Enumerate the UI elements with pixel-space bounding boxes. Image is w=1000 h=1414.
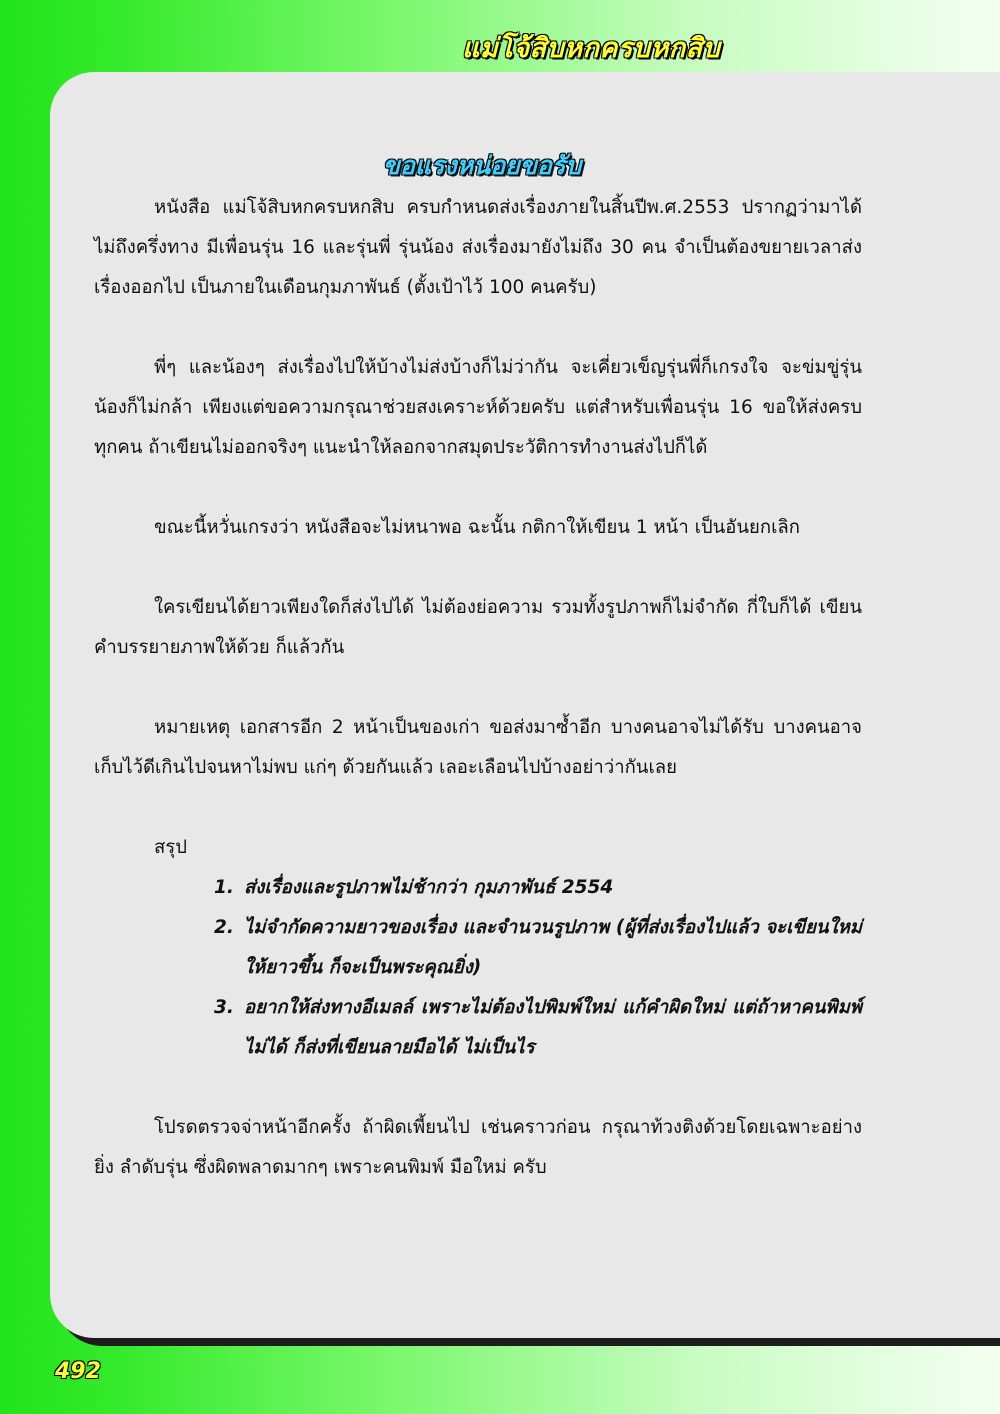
- paragraph-closing: โปรดตรวจจ่าหน้าอีกครั้ง ถ้าผิดเพี้ยนไป เช่นคราวก่อน กรุณาท้วงติงด้วยโดยเฉพาะอย่างยิ่ง ลำดับรุ่น ซึ่งผิดพลาดมากๆ เพราะคนพิมพ์ มือใหม่ ครับ: [94, 1117, 862, 1178]
- summary-list: [94, 868, 862, 1068]
- summary-item: [214, 868, 862, 908]
- header-title: แม่โจ้สิบหกครบหกสิบ: [462, 33, 721, 64]
- summary-item-number: 1.: [214, 877, 234, 898]
- paragraph-page-limit: ขณะนี้หวั่นเกรงว่า หนังสือจะไม่หนาพอ ฉะนั้น กติกาให้เขียน 1 หน้า เป็นอันยกเลิก: [154, 517, 800, 538]
- summary-item-text: อยากให้ส่งทางอีเมลล์ เพราะไม่ต้องไปพิมพ์ใหม่ แก้คำผิดใหม่ แต่ถ้าหาคนพิมพ์ ไม่ได้ ก็ส่งที่เขียนลายมือได้ ไม่เป็นไร: [244, 997, 862, 1058]
- summary-label: สรุป: [154, 837, 187, 858]
- summary-item-text: ส่งเรื่องและรูปภาพไม่ช้ากว่า กุมภาพันธ์ 2554: [244, 877, 614, 898]
- section-title: [0, 146, 1000, 186]
- summary-item-number: 3.: [214, 997, 234, 1018]
- summary-item: [214, 908, 862, 988]
- summary-item-text: ไม่จำกัดความยาวของเรื่อง และจำนวนรูปภาพ (ผู้ที่ส่งเรื่องไปแล้ว จะเขียนใหม่ให้ยาวขึ้น ก็จะเป็นพระคุณยิ่ง): [244, 917, 862, 978]
- page-number: 492: [55, 1359, 101, 1384]
- paragraph-note: หมายเหตุ เอกสารอีก 2 หน้าเป็นของเก่า ขอส่งมาซ้ำอีก บางคนอาจไม่ได้รับ บางคนอาจเก็บไว้ดีเกินไปจนหาไม่พบ แก่ๆ ด้วยกันแล้ว เลอะเลือนไปบ้างอย่าว่ากันเลย: [94, 717, 862, 778]
- paragraph-deadline: หนังสือ แม่โจ้สิบหกครบหกสิบ ครบกำหนดส่งเรื่องภายในสิ้นปีพ.ศ.2553 ปรากฏว่ามาได้ไม่ถึงครึ่งทาง มีเพื่อนรุ่น 16 และรุ่นพี่ รุ่นน้อง ส่งเรื่องมายังไม่ถึง 30 คน จำเป็นต้องขยายเวลาส่งเรื่องออกไป เป็นภายในเดือนกุมภาพันธ์ (ตั้งเป้าไว้ 100 คนครับ): [94, 197, 862, 298]
- article-body: [94, 188, 862, 1228]
- paragraph-length: ใครเขียนได้ยาวเพียงใดก็ส่งไปได้ ไม่ต้องย่อความ รวมทั้งรูปภาพก็ไม่จำกัด กี่ใบก็ได้ เขียนคำบรรยายภาพให้ด้วย ก็แล้วกัน: [94, 597, 862, 658]
- section-title-text: ขอแรงหน่อยขอรับ: [382, 151, 582, 180]
- summary-item-number: 2.: [214, 917, 234, 938]
- summary-item: [214, 988, 862, 1068]
- paragraph-request: พี่ๆ และน้องๆ ส่งเรื่องไปให้บ้างไม่ส่งบ้างก็ไม่ว่ากัน จะเคี่ยวเข็ญรุ่นพี่ก็เกรงใจ จะข่มขู่รุ่นน้องก็ไม่กล้า เพียงแต่ขอความกรุณาช่วยสงเคราะห์ด้วยครับ แต่สำหรับเพื่อนรุ่น 16 ขอให้ส่งครบทุกคน ถ้าเขียนไม่ออกจริงๆ แนะนำให้ลอกจากสมุดประวัติการทำงานส่งไปก็ได้: [94, 357, 862, 458]
